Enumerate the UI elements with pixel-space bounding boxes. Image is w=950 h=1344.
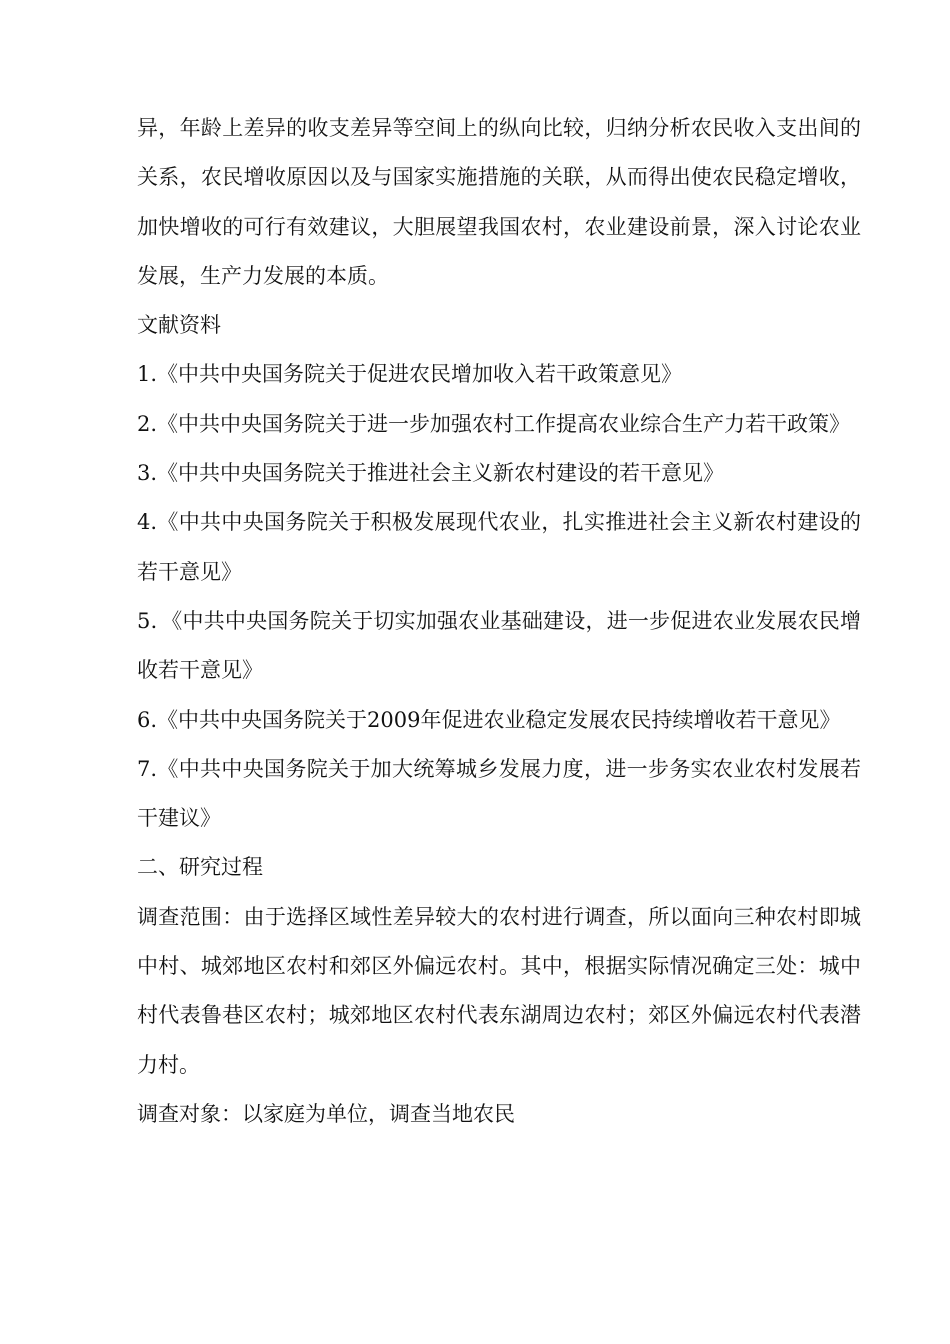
reference-item-5: 5．《中共中央国务院关于切实加强农业基础建设，进一步促进农业发展农民增收若干意见》 xyxy=(137,608,861,683)
references-heading: 文献资料 xyxy=(137,313,221,338)
intro-paragraph: 异，年龄上差异的收支差异等空间上的纵向比较，归纳分析农民收入支出间的关系，农民增收原因以及与国家实施措施的关联，从而得出使农民稳定增收，加快增收的可行有效建议，大胆展望我国农村，农业建设前景，深入讨论农业发展，生产力发展的本质。 xyxy=(137,116,861,288)
reference-item-7: 7.《中共中央国务院关于加大统筹城乡发展力度，进一步务实农业农村发展若干建议》 xyxy=(137,756,861,831)
survey-subject-paragraph: 调查对象：以家庭为单位，调查当地农民 xyxy=(137,1101,515,1126)
reference-item-3: 3.《中共中央国务院关于推进社会主义新农村建设的若干意见》 xyxy=(137,461,725,486)
reference-item-6: 6.《中共中央国务院关于2009年促进农业稳定发展农民持续增收若干意见》 xyxy=(137,707,841,732)
reference-item-4: 4.《中共中央国务院关于积极发展现代农业，扎实推进社会主义新农村建设的若干意见》 xyxy=(137,510,861,584)
reference-item-1: 1.《中共中央国务院关于促进农民增加收入若干政策意见》 xyxy=(137,362,683,387)
survey-scope-paragraph: 调查范围：由于选择区域性差异较大的农村进行调查，所以面向三种农村即城中村、城郊地区农村和郊区外偏远农村。其中，根据实际情况确定三处：城中村代表鲁巷区农村；城郊地区农村代表东湖周边农村；郊区外偏远农村代表潜力村。 xyxy=(137,904,861,1077)
reference-item-2: 2.《中共中央国务院关于进一步加强农村工作提高农业综合生产力若干政策》 xyxy=(137,411,851,436)
document-body xyxy=(137,104,861,1139)
section-two-heading: 二、研究过程 xyxy=(137,855,263,880)
